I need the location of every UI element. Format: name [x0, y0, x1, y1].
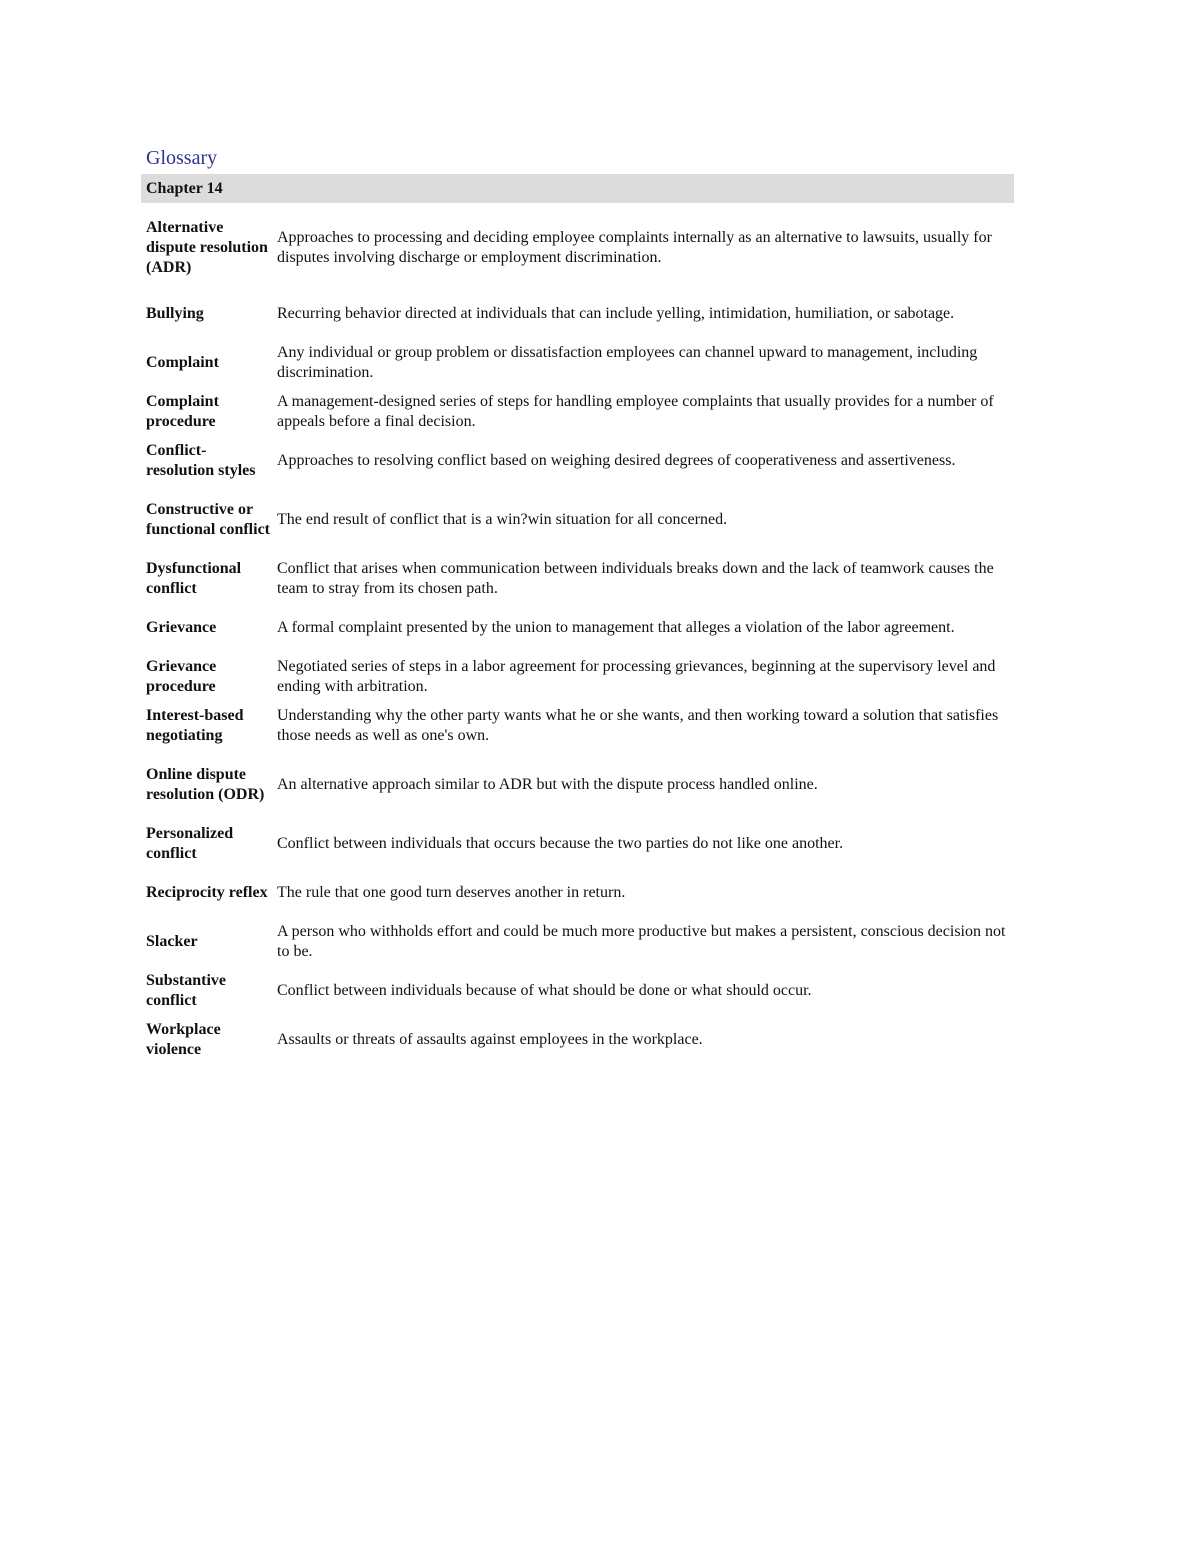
glossary-definition: An alternative approach similar to ADR but with the dispute process handled online.	[277, 775, 818, 793]
glossary-term: Conflict-resolution styles	[146, 441, 256, 479]
glossary-term: Online dispute resolution (ODR)	[146, 765, 265, 803]
glossary-entry	[141, 652, 1014, 701]
chapter-header	[141, 174, 1014, 203]
glossary-entry	[141, 868, 1014, 917]
glossary-entry	[141, 554, 1014, 603]
glossary-definition: The rule that one good turn deserves another in return.	[277, 883, 626, 901]
glossary-term: Substantive conflict	[146, 971, 227, 1009]
glossary-definition: A formal complaint presented by the union to management that alleges a violation of the labor agreement.	[277, 618, 955, 636]
glossary-term: Slacker	[146, 932, 198, 950]
glossary-definition: Any individual or group problem or dissatisfaction employees can channel upward to management, including discrimination.	[277, 343, 978, 381]
glossary-term: Bullying	[146, 304, 204, 322]
chapter-label: Chapter 14	[146, 180, 223, 197]
glossary-term: Alternative dispute resolution (ADR)	[146, 218, 268, 276]
glossary-definition: Conflict between individuals because of what should be done or what should occur.	[277, 981, 812, 999]
glossary-definition: Assaults or threats of assaults against employees in the workplace.	[277, 1030, 703, 1048]
glossary-definition: Approaches to resolving conflict based on weighing desired degrees of cooperativeness and assertiveness.	[277, 451, 956, 469]
glossary-definition: Negotiated series of steps in a labor agreement for processing grievances, beginning at the supervisory level and ending with arbitration.	[277, 657, 996, 695]
glossary-entry	[141, 819, 1014, 868]
glossary-term: Workplace violence	[146, 1020, 221, 1058]
glossary-list	[141, 206, 1014, 1064]
glossary-entry	[141, 750, 1014, 819]
glossary-entry	[141, 387, 1014, 436]
glossary-entry	[141, 485, 1014, 554]
glossary-definition: Recurring behavior directed at individuals that can include yelling, intimidation, humiliation, or sabotage.	[277, 304, 955, 322]
glossary-entry	[141, 206, 1014, 289]
glossary-term: Interest-based negotiating	[146, 706, 244, 744]
glossary-term: Complaint procedure	[146, 392, 219, 430]
glossary-term: Personalized conflict	[146, 824, 234, 862]
glossary-term: Constructive or functional conflict	[146, 500, 270, 538]
glossary-entry	[141, 701, 1014, 750]
glossary-definition: Conflict between individuals that occurs because the two parties do not like one another.	[277, 834, 844, 852]
glossary-term: Complaint	[146, 353, 219, 371]
glossary-entry	[141, 603, 1014, 652]
glossary-term: Dysfunctional conflict	[146, 559, 242, 597]
glossary-entry	[141, 338, 1014, 387]
glossary-definition: Understanding why the other party wants what he or she wants, and then working toward a solution that satisfies those needs as well as one's own.	[277, 706, 999, 744]
glossary-term: Reciprocity reflex	[146, 883, 268, 901]
glossary-entry	[141, 436, 1014, 485]
glossary-term: Grievance procedure	[146, 657, 217, 695]
glossary-entry	[141, 289, 1014, 338]
page-title: Glossary	[146, 147, 218, 169]
glossary-definition: Conflict that arises when communication between individuals breaks down and the lack of teamwork causes the team to stray from its chosen path.	[277, 559, 994, 597]
glossary-entry	[141, 917, 1014, 966]
glossary-definition: The end result of conflict that is a win?win situation for all concerned.	[277, 510, 728, 528]
glossary-term: Grievance	[146, 618, 217, 636]
glossary-entry	[141, 1015, 1014, 1064]
glossary-definition: A person who withholds effort and could be much more productive but makes a persistent, conscious decision not to be.	[277, 922, 1006, 960]
glossary-entry	[141, 966, 1014, 1015]
glossary-definition: Approaches to processing and deciding employee complaints internally as an alternative to lawsuits, usually for disputes involving discharge or employment discrimination.	[277, 228, 992, 266]
glossary-definition: A management-designed series of steps for handling employee complaints that usually provides for a number of appeals before a final decision.	[277, 392, 994, 430]
